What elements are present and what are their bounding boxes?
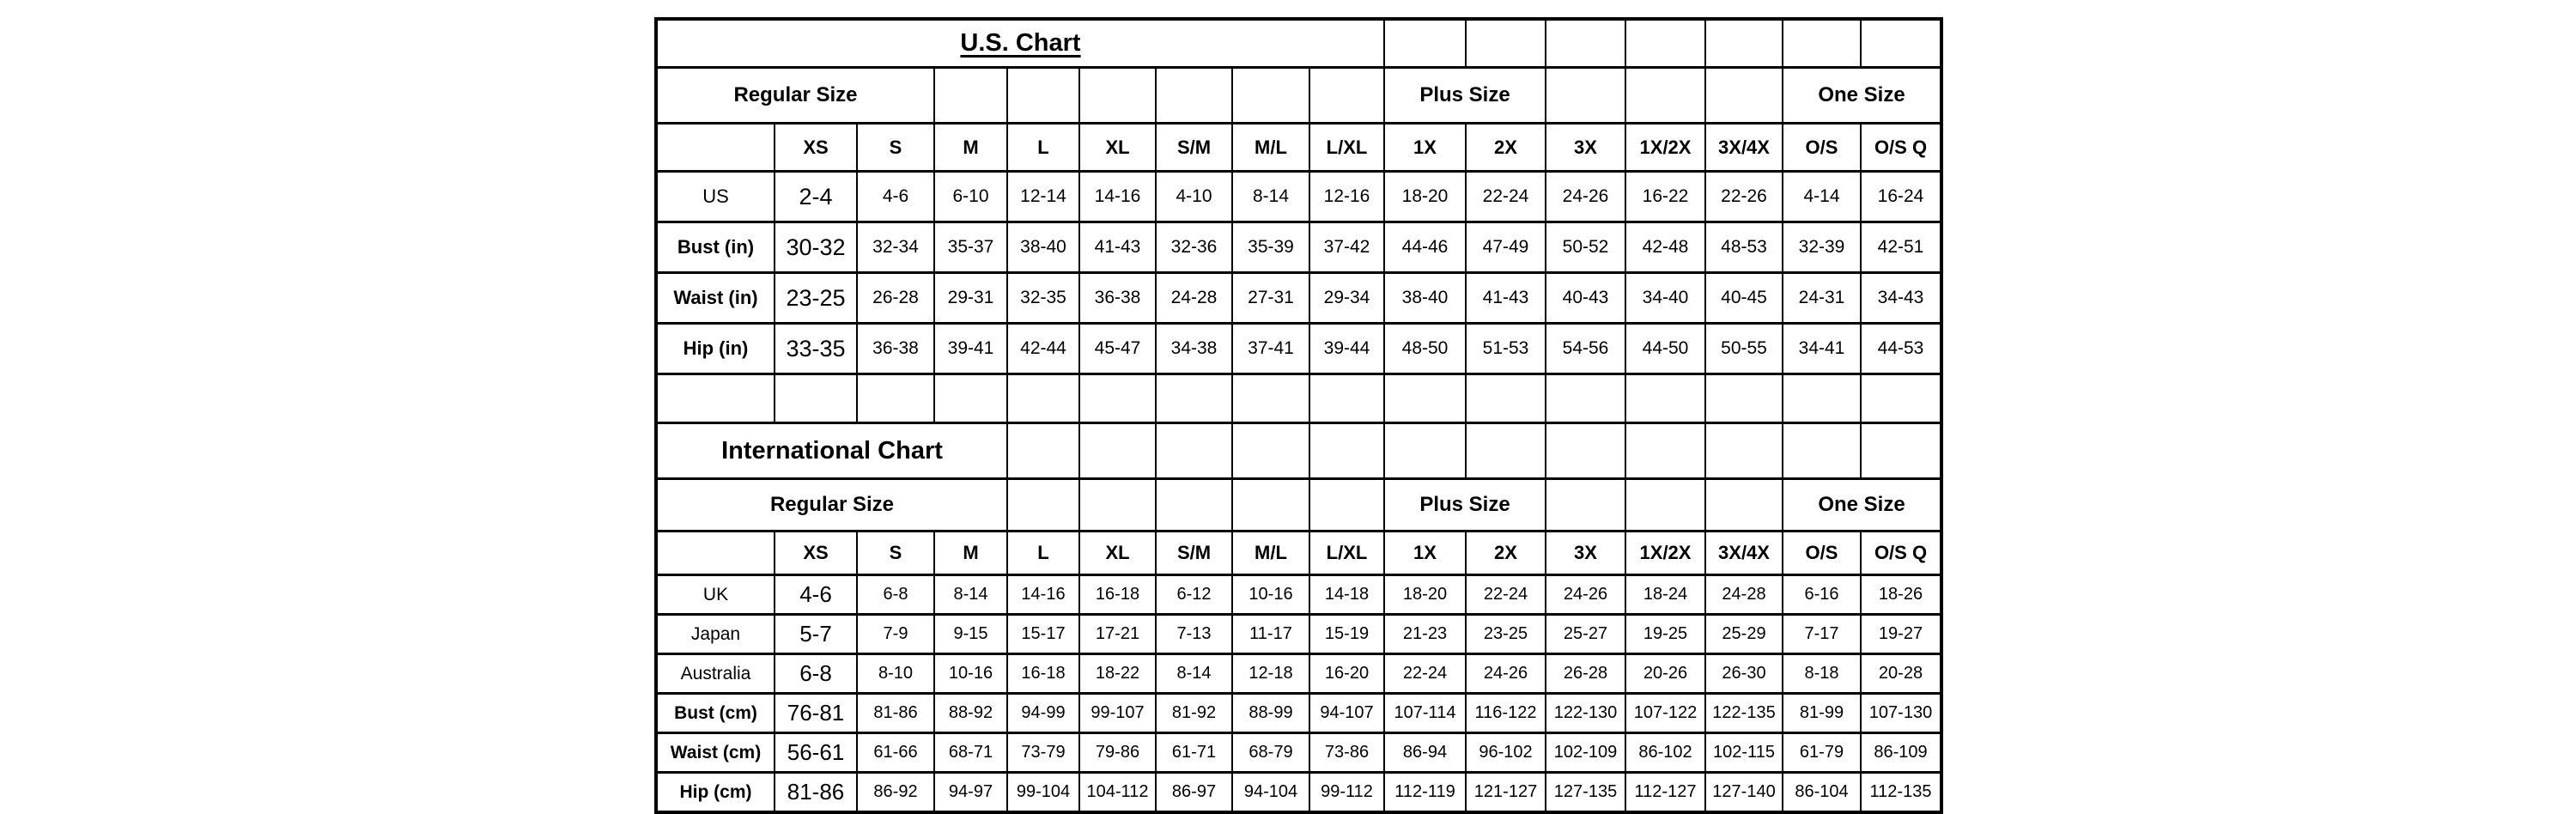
empty-cell (1007, 423, 1079, 479)
cell-us-m: 6-10 (934, 172, 1007, 222)
cell-australia-1x2x: 20-26 (1625, 654, 1705, 694)
empty-cell (1625, 423, 1705, 479)
empty-cell (1625, 479, 1705, 532)
cell-japan-1x: 21-23 (1384, 615, 1466, 654)
table-row-bust-in (656, 222, 1941, 273)
cell-australia-xl: 18-22 (1079, 654, 1156, 694)
cell-bust-cm-xl: 99-107 (1079, 694, 1156, 733)
cell-australia-m: 10-16 (934, 654, 1007, 694)
empty-cell (1079, 479, 1156, 532)
empty-cell (1625, 68, 1705, 124)
empty-cell (1232, 374, 1309, 423)
cell-uk-xl: 16-18 (1079, 575, 1156, 615)
cell-uk-3x4x: 24-28 (1705, 575, 1783, 615)
cell-hip-in-3x: 54-56 (1546, 324, 1625, 374)
empty-cell (934, 68, 1007, 124)
cell-uk-lxl: 14-18 (1309, 575, 1384, 615)
column-header-m: M (934, 532, 1007, 575)
empty-cell (1384, 374, 1466, 423)
cell-waist-cm-sm: 61-71 (1156, 733, 1232, 773)
cell-bust-in-3x: 50-52 (1546, 222, 1625, 273)
row-label-hip-cm: Hip (cm) (656, 773, 775, 813)
plus-size-label: Plus Size (1384, 479, 1546, 532)
cell-australia-ml: 12-18 (1232, 654, 1309, 694)
table-row-japan (656, 615, 1941, 654)
cell-waist-cm-3x: 102-109 (1546, 733, 1625, 773)
cell-uk-1x: 18-20 (1384, 575, 1466, 615)
cell-waist-in-3x4x: 40-45 (1705, 273, 1783, 324)
cell-australia-3x: 26-28 (1546, 654, 1625, 694)
column-header-lxl: L/XL (1309, 124, 1384, 172)
empty-cell (656, 374, 775, 423)
empty-cell (1783, 19, 1861, 68)
cell-bust-in-m: 35-37 (934, 222, 1007, 273)
empty-cell (1705, 479, 1783, 532)
empty-cell (1007, 479, 1079, 532)
cell-us-2x: 22-24 (1466, 172, 1546, 222)
cell-us-xl: 14-16 (1079, 172, 1156, 222)
empty-cell (1625, 19, 1705, 68)
cell-bust-cm-l: 94-99 (1007, 694, 1079, 733)
empty-cell (1156, 68, 1232, 124)
cell-waist-cm-xs: 56-61 (775, 733, 857, 773)
row-label-hip-in: Hip (in) (656, 324, 775, 374)
column-header-ml: M/L (1232, 124, 1309, 172)
cell-hip-in-xs: 33-35 (775, 324, 857, 374)
cell-hip-in-3x4x: 50-55 (1705, 324, 1783, 374)
column-header-1x: 1X (1384, 124, 1466, 172)
cell-uk-ml: 10-16 (1232, 575, 1309, 615)
cell-bust-cm-lxl: 94-107 (1309, 694, 1384, 733)
empty-cell (1546, 68, 1625, 124)
column-header-3x4x: 3X/4X (1705, 124, 1783, 172)
cell-hip-in-1x2x: 44-50 (1625, 324, 1705, 374)
cell-hip-cm-1x2x: 112-127 (1625, 773, 1705, 813)
cell-hip-cm-lxl: 99-112 (1309, 773, 1384, 813)
cell-bust-cm-xs: 76-81 (775, 694, 857, 733)
cell-waist-cm-ml: 68-79 (1232, 733, 1309, 773)
size-chart-body (656, 19, 1941, 812)
cell-australia-3x4x: 26-30 (1705, 654, 1783, 694)
column-header-blank (656, 532, 775, 575)
cell-bust-in-xl: 41-43 (1079, 222, 1156, 273)
column-header-m: M (934, 124, 1007, 172)
column-header-os: O/S (1783, 124, 1861, 172)
cell-australia-1x: 22-24 (1384, 654, 1466, 694)
cell-japan-1x2x: 19-25 (1625, 615, 1705, 654)
cell-bust-cm-ml: 88-99 (1232, 694, 1309, 733)
cell-waist-cm-osq: 86-109 (1861, 733, 1941, 773)
cell-waist-cm-m: 68-71 (934, 733, 1007, 773)
cell-japan-sm: 7-13 (1156, 615, 1232, 654)
empty-cell (1156, 423, 1232, 479)
empty-cell (1466, 19, 1546, 68)
empty-cell (1466, 374, 1546, 423)
cell-bust-cm-1x2x: 107-122 (1625, 694, 1705, 733)
column-header-lxl: L/XL (1309, 532, 1384, 575)
table-row-waist-in (656, 273, 1941, 324)
cell-bust-cm-3x4x: 122-135 (1705, 694, 1783, 733)
cell-us-1x2x: 16-22 (1625, 172, 1705, 222)
cell-waist-in-2x: 41-43 (1466, 273, 1546, 324)
cell-hip-in-l: 42-44 (1007, 324, 1079, 374)
cell-waist-cm-1x2x: 86-102 (1625, 733, 1705, 773)
empty-cell (775, 374, 857, 423)
empty-cell (1466, 423, 1546, 479)
cell-waist-in-xs: 23-25 (775, 273, 857, 324)
column-header-3x: 3X (1546, 532, 1625, 575)
cell-bust-cm-2x: 116-122 (1466, 694, 1546, 733)
one-size-label: One Size (1783, 479, 1941, 532)
cell-japan-lxl: 15-19 (1309, 615, 1384, 654)
separator-row (656, 374, 1941, 423)
cell-bust-in-l: 38-40 (1007, 222, 1079, 273)
empty-cell (1232, 68, 1309, 124)
empty-cell (1079, 423, 1156, 479)
column-header-ml: M/L (1232, 532, 1309, 575)
cell-uk-m: 8-14 (934, 575, 1007, 615)
column-header-l: L (1007, 532, 1079, 575)
empty-cell (1705, 19, 1783, 68)
cell-us-l: 12-14 (1007, 172, 1079, 222)
cell-australia-xs: 6-8 (775, 654, 857, 694)
cell-uk-os: 6-16 (1783, 575, 1861, 615)
cell-japan-s: 7-9 (857, 615, 934, 654)
cell-australia-2x: 24-26 (1466, 654, 1546, 694)
table-row-hip-cm (656, 773, 1941, 813)
cell-bust-in-3x4x: 48-53 (1705, 222, 1783, 273)
column-header-1x2x: 1X/2X (1625, 124, 1705, 172)
row-label-bust-cm: Bust (cm) (656, 694, 775, 733)
empty-cell (1309, 423, 1384, 479)
cell-hip-cm-xl: 104-112 (1079, 773, 1156, 813)
cell-bust-cm-sm: 81-92 (1156, 694, 1232, 733)
empty-cell (1384, 423, 1466, 479)
empty-cell (1861, 19, 1941, 68)
cell-bust-in-xs: 30-32 (775, 222, 857, 273)
row-label-japan: Japan (656, 615, 775, 654)
cell-hip-cm-s: 86-92 (857, 773, 934, 813)
cell-hip-cm-3x: 127-135 (1546, 773, 1625, 813)
cell-uk-3x: 24-26 (1546, 575, 1625, 615)
empty-cell (1705, 374, 1783, 423)
cell-hip-in-s: 36-38 (857, 324, 934, 374)
cell-us-xs: 2-4 (775, 172, 857, 222)
cell-waist-in-ml: 27-31 (1232, 273, 1309, 324)
cell-us-lxl: 12-16 (1309, 172, 1384, 222)
cell-waist-in-s: 26-28 (857, 273, 934, 324)
empty-cell (1546, 19, 1625, 68)
cell-hip-cm-osq: 112-135 (1861, 773, 1941, 813)
empty-cell (1232, 479, 1309, 532)
cell-waist-cm-s: 61-66 (857, 733, 934, 773)
intl-chart-title-row (656, 423, 1941, 479)
cell-japan-m: 9-15 (934, 615, 1007, 654)
cell-hip-in-xl: 45-47 (1079, 324, 1156, 374)
cell-us-os: 4-14 (1783, 172, 1861, 222)
cell-japan-xl: 17-21 (1079, 615, 1156, 654)
cell-bust-cm-3x: 122-130 (1546, 694, 1625, 733)
cell-australia-s: 8-10 (857, 654, 934, 694)
cell-waist-in-sm: 24-28 (1156, 273, 1232, 324)
column-header-sm: S/M (1156, 124, 1232, 172)
intl-chart-title: International Chart (656, 423, 1007, 479)
cell-uk-osq: 18-26 (1861, 575, 1941, 615)
cell-japan-xs: 5-7 (775, 615, 857, 654)
row-label-us: US (656, 172, 775, 222)
empty-cell (1705, 423, 1783, 479)
cell-waist-cm-3x4x: 102-115 (1705, 733, 1783, 773)
cell-waist-in-lxl: 29-34 (1309, 273, 1384, 324)
cell-waist-in-osq: 34-43 (1861, 273, 1941, 324)
cell-australia-os: 8-18 (1783, 654, 1861, 694)
cell-hip-in-2x: 51-53 (1466, 324, 1546, 374)
row-label-bust-in: Bust (in) (656, 222, 775, 273)
empty-cell (1309, 68, 1384, 124)
cell-hip-cm-ml: 94-104 (1232, 773, 1309, 813)
row-label-waist-cm: Waist (cm) (656, 733, 775, 773)
cell-bust-cm-s: 81-86 (857, 694, 934, 733)
cell-japan-3x4x: 25-29 (1705, 615, 1783, 654)
us-column-header-row (656, 124, 1941, 172)
row-label-waist-in: Waist (in) (656, 273, 775, 324)
plus-size-label: Plus Size (1384, 68, 1546, 124)
cell-hip-in-ml: 37-41 (1232, 324, 1309, 374)
column-header-1x: 1X (1384, 532, 1466, 575)
column-header-1x2x: 1X/2X (1625, 532, 1705, 575)
cell-waist-cm-lxl: 73-86 (1309, 733, 1384, 773)
cell-waist-in-m: 29-31 (934, 273, 1007, 324)
empty-cell (857, 374, 934, 423)
cell-bust-in-os: 32-39 (1783, 222, 1861, 273)
table-row-us (656, 172, 1941, 222)
cell-bust-in-2x: 47-49 (1466, 222, 1546, 273)
column-header-3x: 3X (1546, 124, 1625, 172)
cell-bust-in-osq: 42-51 (1861, 222, 1941, 273)
row-label-uk: UK (656, 575, 775, 615)
cell-hip-in-lxl: 39-44 (1309, 324, 1384, 374)
cell-japan-l: 15-17 (1007, 615, 1079, 654)
column-header-l: L (1007, 124, 1079, 172)
cell-japan-3x: 25-27 (1546, 615, 1625, 654)
cell-japan-os: 7-17 (1783, 615, 1861, 654)
cell-waist-in-3x: 40-43 (1546, 273, 1625, 324)
column-header-2x: 2X (1466, 124, 1546, 172)
empty-cell (1156, 479, 1232, 532)
row-label-australia: Australia (656, 654, 775, 694)
cell-bust-in-1x2x: 42-48 (1625, 222, 1705, 273)
cell-bust-cm-os: 81-99 (1783, 694, 1861, 733)
cell-hip-cm-m: 94-97 (934, 773, 1007, 813)
cell-bust-cm-1x: 107-114 (1384, 694, 1466, 733)
cell-us-3x4x: 22-26 (1705, 172, 1783, 222)
empty-cell (1546, 423, 1625, 479)
cell-waist-in-xl: 36-38 (1079, 273, 1156, 324)
empty-cell (1783, 374, 1861, 423)
cell-japan-2x: 23-25 (1466, 615, 1546, 654)
empty-cell (1309, 374, 1384, 423)
cell-hip-cm-1x: 112-119 (1384, 773, 1466, 813)
cell-australia-lxl: 16-20 (1309, 654, 1384, 694)
column-header-2x: 2X (1466, 532, 1546, 575)
cell-bust-in-s: 32-34 (857, 222, 934, 273)
cell-bust-cm-m: 88-92 (934, 694, 1007, 733)
cell-uk-xs: 4-6 (775, 575, 857, 615)
cell-bust-in-lxl: 37-42 (1309, 222, 1384, 273)
cell-australia-l: 16-18 (1007, 654, 1079, 694)
cell-hip-cm-2x: 121-127 (1466, 773, 1546, 813)
cell-waist-cm-l: 73-79 (1007, 733, 1079, 773)
empty-cell (1861, 374, 1941, 423)
cell-waist-cm-xl: 79-86 (1079, 733, 1156, 773)
cell-uk-2x: 22-24 (1466, 575, 1546, 615)
cell-uk-s: 6-8 (857, 575, 934, 615)
column-header-s: S (857, 532, 934, 575)
empty-cell (1546, 374, 1625, 423)
size-chart-table (654, 17, 1943, 814)
cell-japan-ml: 11-17 (1232, 615, 1309, 654)
cell-hip-in-os: 34-41 (1783, 324, 1861, 374)
column-header-osq: O/S Q (1861, 124, 1941, 172)
table-row-australia (656, 654, 1941, 694)
us-size-group-row (656, 68, 1941, 124)
intl-size-group-row (656, 479, 1941, 532)
column-header-os: O/S (1783, 532, 1861, 575)
us-chart-title-row (656, 19, 1941, 68)
cell-hip-cm-l: 99-104 (1007, 773, 1079, 813)
cell-us-1x: 18-20 (1384, 172, 1466, 222)
table-row-uk (656, 575, 1941, 615)
cell-hip-cm-xs: 81-86 (775, 773, 857, 813)
cell-waist-in-1x2x: 34-40 (1625, 273, 1705, 324)
cell-waist-in-1x: 38-40 (1384, 273, 1466, 324)
cell-us-sm: 4-10 (1156, 172, 1232, 222)
cell-waist-in-l: 32-35 (1007, 273, 1079, 324)
column-header-xs: XS (775, 532, 857, 575)
cell-us-3x: 24-26 (1546, 172, 1625, 222)
cell-uk-sm: 6-12 (1156, 575, 1232, 615)
cell-us-osq: 16-24 (1861, 172, 1941, 222)
empty-cell (1783, 423, 1861, 479)
intl-column-header-row (656, 532, 1941, 575)
cell-bust-in-1x: 44-46 (1384, 222, 1466, 273)
cell-bust-in-ml: 35-39 (1232, 222, 1309, 273)
cell-bust-in-sm: 32-36 (1156, 222, 1232, 273)
column-header-s: S (857, 124, 934, 172)
column-header-xs: XS (775, 124, 857, 172)
cell-us-s: 4-6 (857, 172, 934, 222)
empty-cell (1156, 374, 1232, 423)
cell-bust-cm-osq: 107-130 (1861, 694, 1941, 733)
empty-cell (1079, 374, 1156, 423)
cell-uk-l: 14-16 (1007, 575, 1079, 615)
column-header-blank (656, 124, 775, 172)
one-size-label: One Size (1783, 68, 1941, 124)
empty-cell (1079, 68, 1156, 124)
cell-hip-in-osq: 44-53 (1861, 324, 1941, 374)
cell-hip-in-m: 39-41 (934, 324, 1007, 374)
table-row-hip-in (656, 324, 1941, 374)
cell-waist-cm-os: 61-79 (1783, 733, 1861, 773)
empty-cell (1546, 479, 1625, 532)
cell-uk-1x2x: 18-24 (1625, 575, 1705, 615)
cell-japan-osq: 19-27 (1861, 615, 1941, 654)
regular-size-label: Regular Size (656, 68, 934, 124)
cell-waist-in-os: 24-31 (1783, 273, 1861, 324)
empty-cell (1861, 423, 1941, 479)
cell-waist-cm-2x: 96-102 (1466, 733, 1546, 773)
column-header-osq: O/S Q (1861, 532, 1941, 575)
table-row-waist-cm (656, 733, 1941, 773)
cell-hip-in-1x: 48-50 (1384, 324, 1466, 374)
column-header-sm: S/M (1156, 532, 1232, 575)
regular-size-label: Regular Size (656, 479, 1007, 532)
empty-cell (934, 374, 1007, 423)
us-chart-title: U.S. Chart (656, 19, 1384, 68)
empty-cell (1007, 68, 1079, 124)
empty-cell (1309, 479, 1384, 532)
empty-cell (1705, 68, 1783, 124)
empty-cell (1232, 423, 1309, 479)
cell-hip-cm-3x4x: 127-140 (1705, 773, 1783, 813)
cell-hip-cm-sm: 86-97 (1156, 773, 1232, 813)
cell-australia-osq: 20-28 (1861, 654, 1941, 694)
empty-cell (1384, 19, 1466, 68)
cell-hip-cm-os: 86-104 (1783, 773, 1861, 813)
column-header-xl: XL (1079, 124, 1156, 172)
cell-waist-cm-1x: 86-94 (1384, 733, 1466, 773)
table-row-bust-cm (656, 694, 1941, 733)
cell-hip-in-sm: 34-38 (1156, 324, 1232, 374)
empty-cell (1007, 374, 1079, 423)
column-header-3x4x: 3X/4X (1705, 532, 1783, 575)
cell-us-ml: 8-14 (1232, 172, 1309, 222)
cell-australia-sm: 8-14 (1156, 654, 1232, 694)
empty-cell (1625, 374, 1705, 423)
column-header-xl: XL (1079, 532, 1156, 575)
